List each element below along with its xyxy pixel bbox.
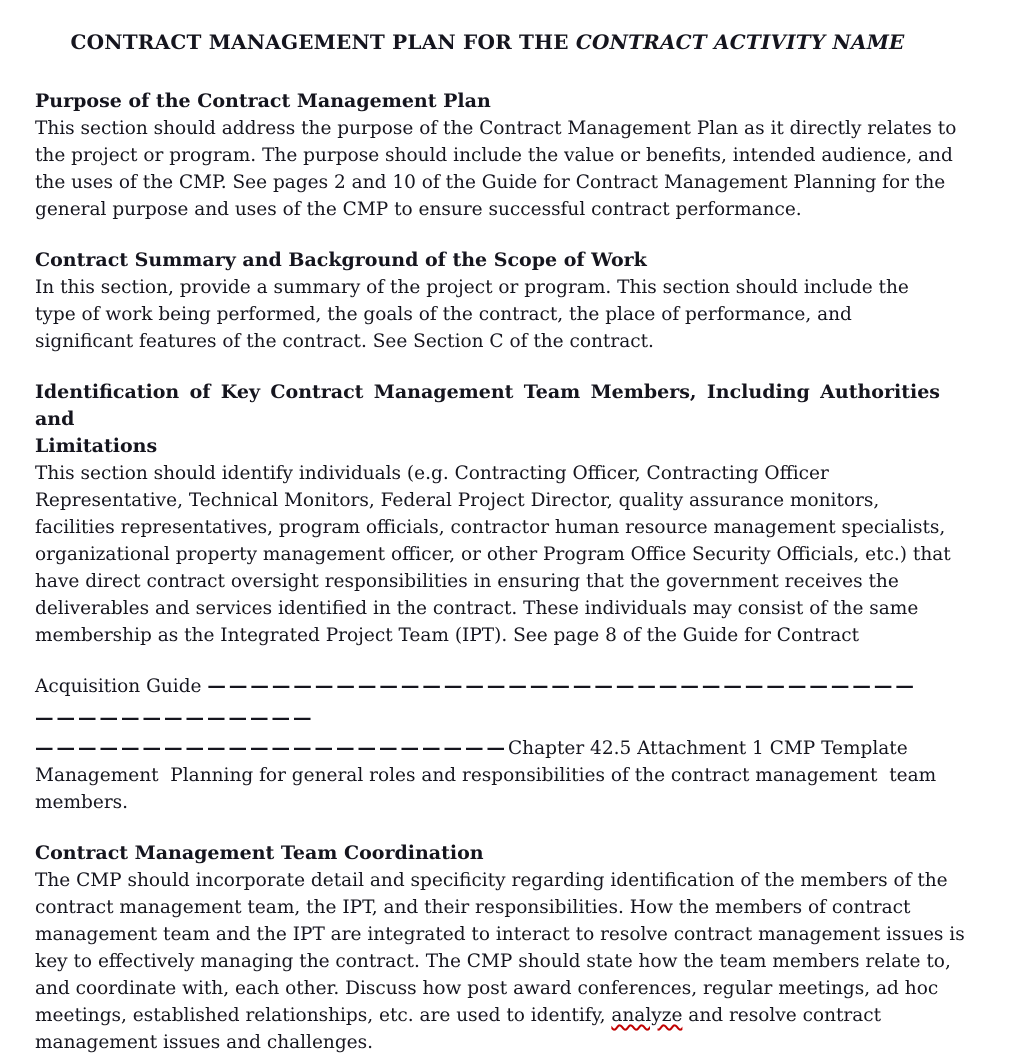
chapter-reference-text: Chapter 42.5 Attachment 1 CMP Template <box>508 738 908 759</box>
text-line: key to effectively managing the contract. The CMP should state how the team members relate to, <box>35 951 951 972</box>
text-line: organizational property management officer, or other Program Office Security Officials, etc.) that <box>35 544 951 565</box>
section-identification-heading-line2: Limitations <box>35 435 158 457</box>
section-coordination <box>35 840 965 1056</box>
text-line: This section should address the purpose of the Contract Management Plan as it directly relates to <box>35 118 957 139</box>
acquisition-guide-line1 <box>35 673 940 700</box>
acquisition-guide-continuation <box>35 762 940 816</box>
text-line: management issues and challenges. <box>35 1032 374 1053</box>
misspelled-line-before: meetings, established relationships, etc. are used to identify, <box>35 1005 612 1026</box>
text-line <box>35 1002 940 1029</box>
text-line: deliverables and services identified in the contract. These individuals may consist of the same <box>35 598 919 619</box>
text-line: and coordinate with, each other. Discuss how post award conferences, regular meetings, ad hoc <box>35 978 939 999</box>
misspelled-word: analyze <box>611 1005 683 1026</box>
section-identification <box>35 379 951 649</box>
text-line: facilities representatives, program officials, contractor human resource management specialists, <box>35 517 946 538</box>
text-line: have direct contract oversight responsibilities in ensuring that the government receives the <box>35 571 899 592</box>
acquisition-guide-line3 <box>35 735 940 762</box>
text-line: members. <box>35 792 129 813</box>
document-title-emphasis: CONTRACT ACTIVITY NAME <box>575 30 905 54</box>
section-purpose-paragraph <box>35 115 957 223</box>
text-line: significant features of the contract. See Section C of the contract. <box>35 331 654 352</box>
misspelled-line-after: and resolve contract <box>682 1005 882 1026</box>
text-line: Management Planning for general roles and responsibilities of the contract management team <box>35 765 937 786</box>
section-coordination-paragraph <box>35 867 965 1002</box>
text-line: type of work being performed, the goals of the contract, the place of performance, and <box>35 304 852 325</box>
section-summary <box>35 247 940 355</box>
section-purpose <box>35 88 957 223</box>
text-line: Representative, Technical Monitors, Federal Project Director, quality assurance monitors, <box>35 490 880 511</box>
text-line: general purpose and uses of the CMP to ensure successful contract performance. <box>35 199 802 220</box>
text-line: The CMP should incorporate detail and specificity regarding identification of the members of the <box>35 870 948 891</box>
dash-run-1: ————————————————————————————————— <box>207 676 917 697</box>
section-summary-paragraph <box>35 274 940 355</box>
acquisition-guide-fragment <box>35 673 940 816</box>
section-summary-heading: Contract Summary and Background of the Scope of Work <box>35 249 647 271</box>
text-line: the project or program. The purpose should include the value or benefits, intended audience, and <box>35 145 953 166</box>
section-identification-paragraph <box>35 460 951 649</box>
text-line: membership as the Integrated Project Team (IPT). See page 8 of the Guide for Contract <box>35 625 860 646</box>
document-title-text: CONTRACT MANAGEMENT PLAN FOR THE <box>70 30 576 54</box>
dash-run-3: —————————————————————— <box>35 738 508 759</box>
text-line: contract management team, the IPT, and their responsibilities. How the members of contract <box>35 897 911 918</box>
section-purpose-heading: Purpose of the Contract Management Plan <box>35 90 491 112</box>
text-line: management team and the IPT are integrated to interact to resolve contract management issues is <box>35 924 965 945</box>
acquisition-guide-label: Acquisition Guide <box>35 676 208 697</box>
dash-run-2: ————————————— <box>35 708 315 729</box>
section-identification-heading-line1: Identification of Key Contract Management Team Members, Including Authorities and <box>35 381 940 430</box>
text-line: the uses of the CMP. See pages 2 and 10 of the Guide for Contract Management Planning for the <box>35 172 946 193</box>
document-title <box>35 30 940 54</box>
section-coordination-heading: Contract Management Team Coordination <box>35 842 484 864</box>
text-line: This section should identify individuals (e.g. Contracting Officer, Contracting Officer <box>35 463 829 484</box>
section-coordination-misspelled-line <box>35 1002 940 1056</box>
text-line: In this section, provide a summary of the project or program. This section should include the <box>35 277 909 298</box>
acquisition-guide-line2 <box>35 705 940 732</box>
